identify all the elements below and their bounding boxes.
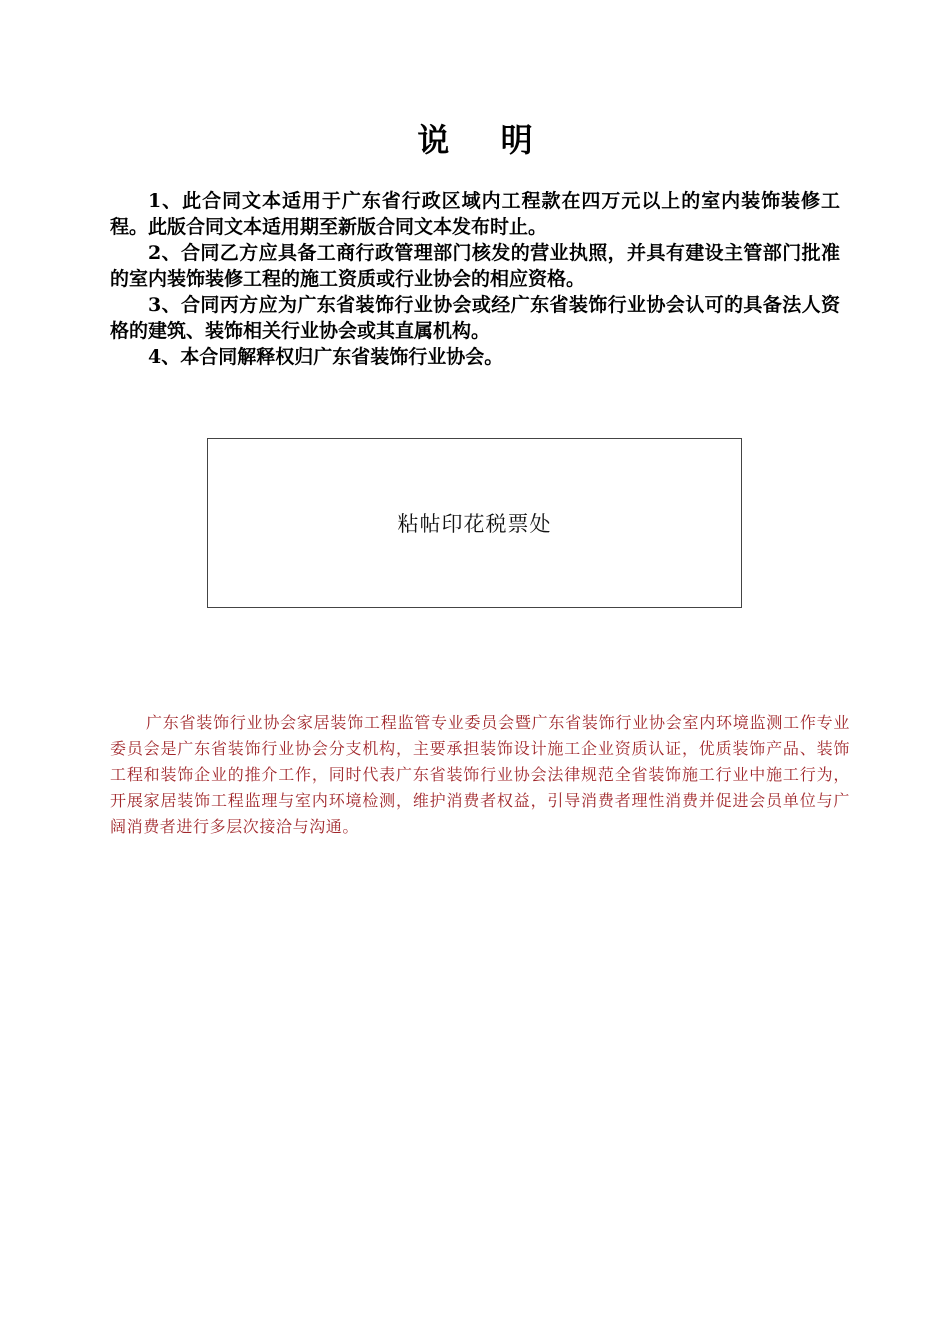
stamp-paste-box: [207, 438, 742, 608]
note-item-2: 2、合同乙方应具备工商行政管理部门核发的营业执照，并具有建设主管部门批准的室内装饰装修工程的施工资质或行业协会的相应资格。: [110, 242, 840, 290]
committee-description: 广东省装饰行业协会家居装饰工程监管专业委员会暨广东省装饰行业协会室内环境监测工作专业委员会是广东省装饰行业协会分支机构，主要承担装饰设计施工企业资质认证，优质装饰产品、装饰工程和装饰企业的推介工作，同时代表广东省装饰行业协会法律规范全省装饰施工行业中施工行为，开展家居装饰工程监理与室内环境检测，维护消费者权益，引导消费者理性消费并促进会员单位与广阔消费者进行多层次接洽与沟通。: [110, 713, 850, 836]
page-title: 说 明: [417, 121, 553, 159]
note-item-3: 3、合同丙方应为广东省装饰行业协会或经广东省装饰行业协会认可的具备法人资格的建筑、装饰相关行业协会或其直属机构。: [110, 294, 840, 342]
stamp-box-label: 粘帖印花税票处: [397, 512, 552, 536]
note-item-1: 1、此合同文本适用于广东省行政区域内工程款在四万元以上的室内装饰装修工程。此版合同文本适用期至新版合同文本发布时止。: [110, 190, 840, 238]
notes-section: [110, 188, 840, 370]
note-item-4: 4、本合同解释权归广东省装饰行业协会。: [148, 346, 504, 368]
